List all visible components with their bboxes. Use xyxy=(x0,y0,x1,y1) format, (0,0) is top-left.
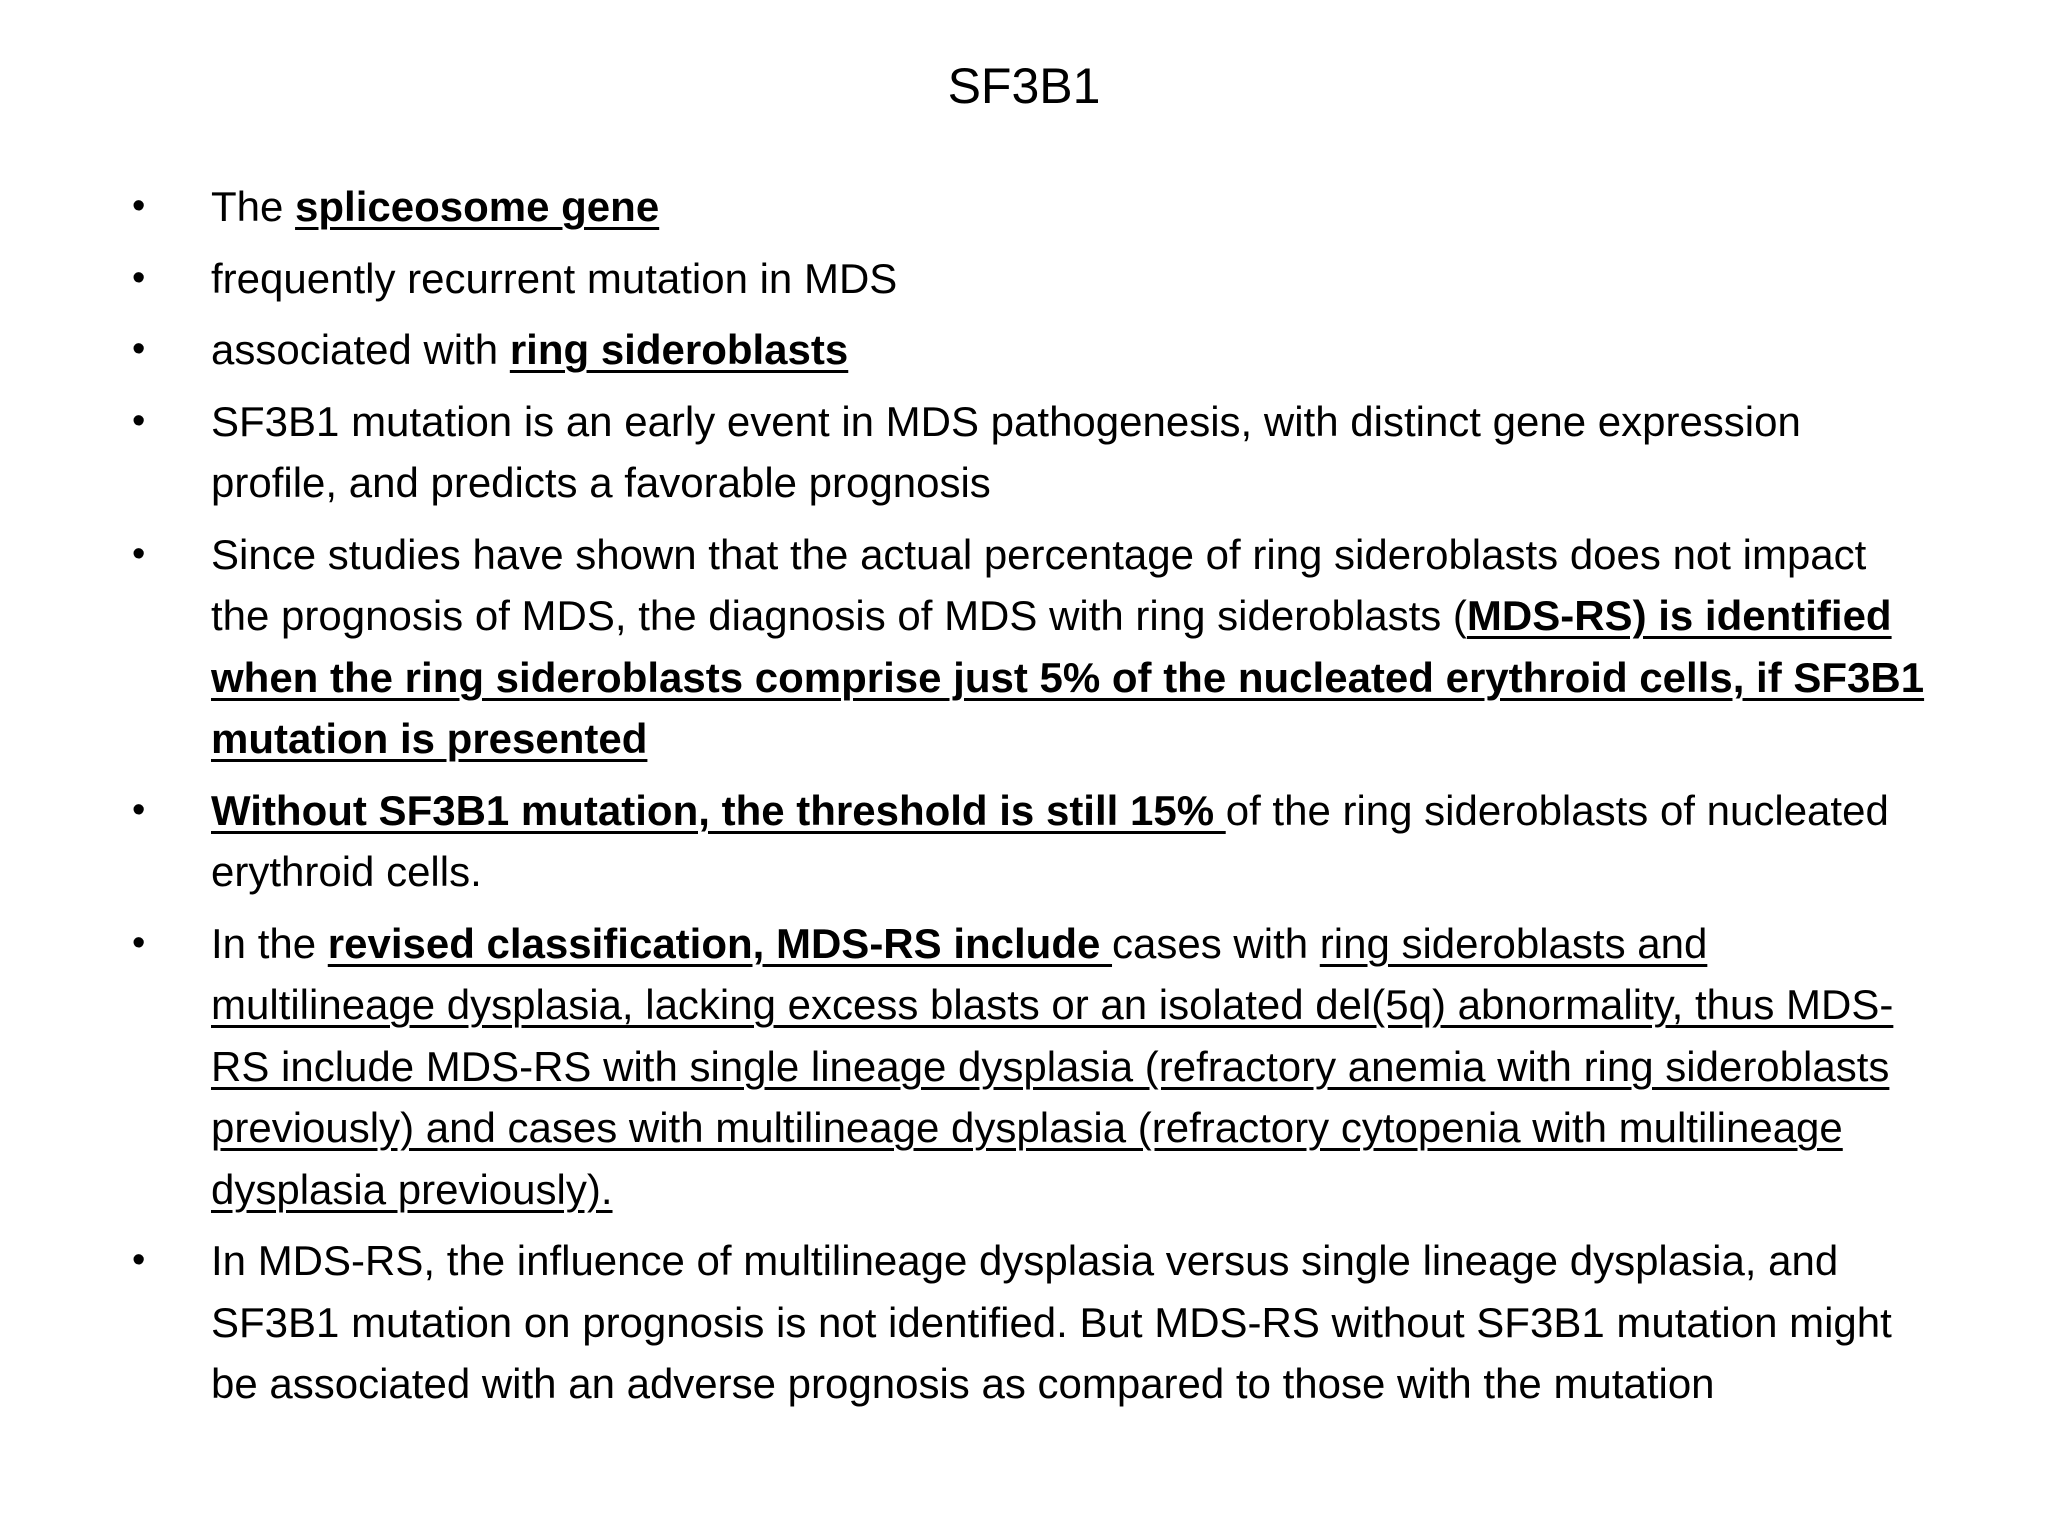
text-segment: Since studies have shown that the actual percentage of ring sideroblasts does not impact the prognosis of MDS, the diagnosis of MDS with ring sideroblasts ( xyxy=(211,530,1867,639)
bullet-icon: • xyxy=(132,399,146,442)
bullet-text xyxy=(211,398,1801,507)
bullet-item xyxy=(132,391,1932,514)
bullet-text xyxy=(211,255,897,302)
bullet-text xyxy=(211,326,848,373)
bullet-item xyxy=(132,913,1932,1221)
bullet-item xyxy=(132,524,1932,770)
bullet-text xyxy=(211,183,659,230)
slide-title: SF3B1 xyxy=(947,58,1101,114)
bullet-icon: • xyxy=(132,1239,146,1281)
text-segment-emphasis: MDS-RS) is identified when the ring sideroblasts comprise just 5% of the nucleated erythroid cells, if SF3B1 mutation is presented xyxy=(211,592,1925,762)
bullet-icon: • xyxy=(132,532,146,575)
text-segment: associated with xyxy=(211,326,510,373)
text-segment-emphasis: revised classification, MDS-RS include xyxy=(327,919,1113,967)
bullet-icon: • xyxy=(132,921,146,964)
text-segment: The xyxy=(211,183,296,230)
text-segment: frequently recurrent mutation in MDS xyxy=(211,254,898,302)
bullet-text xyxy=(211,531,1924,763)
bullet-item xyxy=(132,1230,1932,1415)
bullet-list xyxy=(132,176,1932,1425)
bullet-item xyxy=(132,248,1932,310)
bullet-icon: • xyxy=(132,328,146,370)
text-segment: In MDS-RS, the influence of multilineage dysplasia versus single lineage dysplasia, and SF3B1 mutation on prognosis is not identified. But MDS-RS without SF3B1 mutation might be associated with an adverse prognosis as compared to those with the mutation xyxy=(211,1237,1892,1407)
bullet-icon: • xyxy=(132,788,146,831)
text-segment-emphasis: Without SF3B1 mutation, the threshold is still 15% xyxy=(211,786,1226,834)
bullet-text xyxy=(211,1237,1892,1407)
bullet-item xyxy=(132,780,1932,903)
bullet-item xyxy=(132,176,1932,238)
bullet-text xyxy=(211,920,1893,1213)
text-segment: SF3B1 mutation is an early event in MDS pathogenesis, with distinct gene expression profile, and predicts a favorable prognosis xyxy=(211,397,1801,506)
bullet-icon: • xyxy=(132,185,146,227)
bullet-text xyxy=(211,787,1889,896)
text-segment: cases with xyxy=(1112,919,1320,967)
text-segment: In the xyxy=(211,919,328,967)
text-segment: of the ring sideroblasts of nucleated erythroid cells. xyxy=(211,786,1889,895)
bullet-icon: • xyxy=(132,256,146,299)
text-segment-underlined: ring sideroblasts and multilineage dysplasia, lacking excess blasts or an isolated del(5q) abnormality, thus MDS-RS include MDS-RS with single lineage dysplasia (refractory anemia with ring sideroblasts previously) and cases with multilineage dysplasia (refractory cytopenia with multilineage dysplasia previously). xyxy=(211,919,1894,1213)
bullet-item xyxy=(132,319,1932,381)
text-segment-emphasis: spliceosome gene xyxy=(295,183,660,230)
text-segment-emphasis: ring sideroblasts xyxy=(509,326,849,373)
